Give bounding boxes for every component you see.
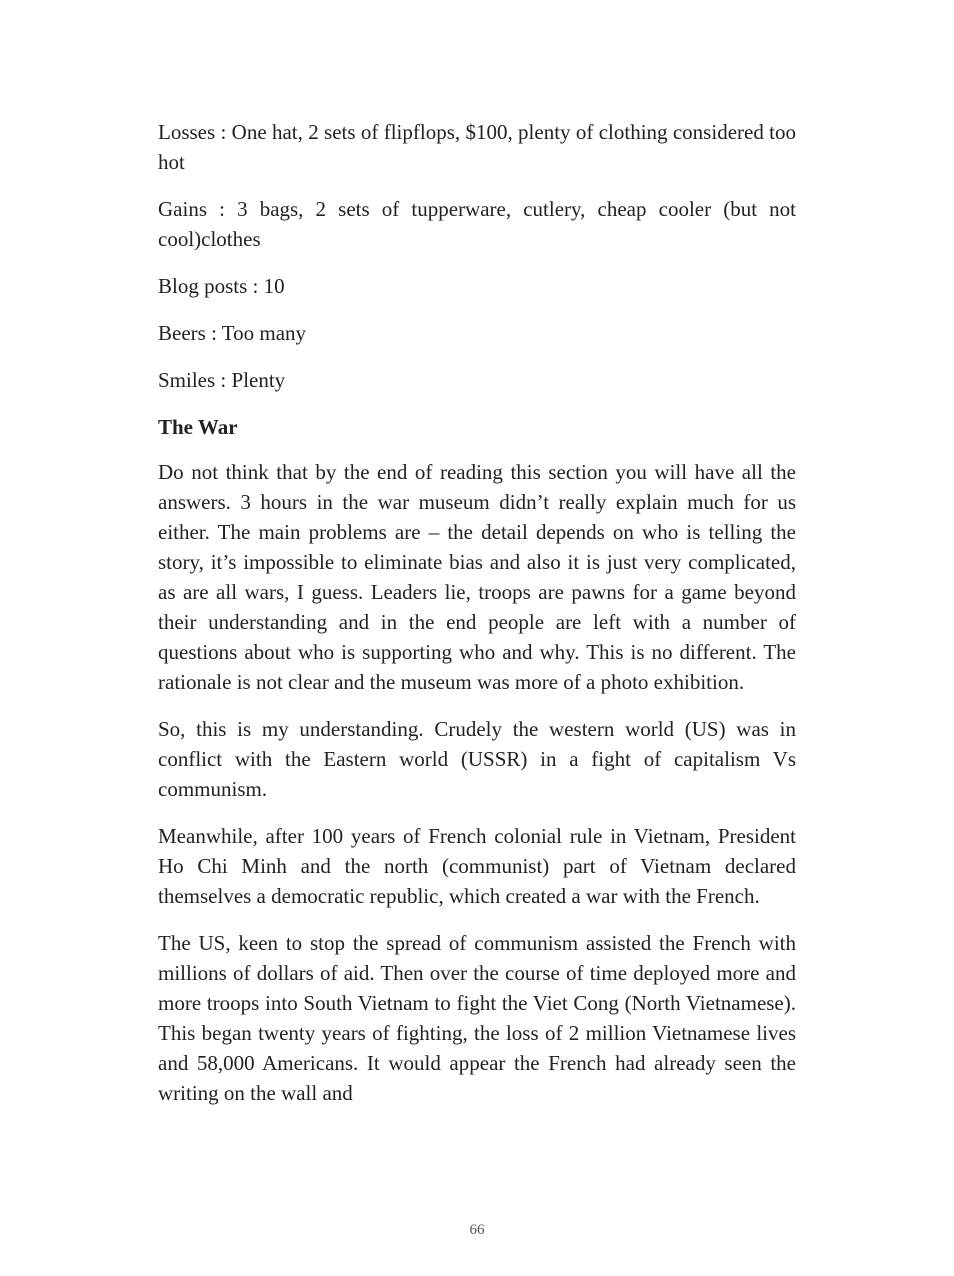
blog-posts-line: Blog posts : 10 — [158, 274, 285, 298]
paragraph: Do not think that by the end of reading this section you will have all the answers. 3 hours in the war museum didn’t really explain much for us either. The main problems are – the detail depends on who is telling the story, it’s impossible to eliminate bias and also it is just very complicated, as are all wars, I guess. Leaders lie, troops are pawns for a game beyond their understanding and in the end people are left with a number of questions about who is supporting who and why. This is no different. The rationale is not clear and the museum was more of a photo exhibition. — [158, 460, 796, 694]
losses-line: Losses : One hat, 2 sets of flipflops, $100, plenty of clothing considered too hot — [158, 120, 796, 174]
section-heading: The War — [158, 415, 238, 439]
paragraph: The US, keen to stop the spread of communism assisted the French with millions of dollars of aid. Then over the course of time deployed more and more troops into South Vietnam to fight the Viet Cong (North Vietnamese). This began twenty years of fighting, the loss of 2 million Vietnamese lives and 58,000 Americans. It would appear the French had already seen the writing on the wall and — [158, 931, 796, 1105]
smiles-line: Smiles : Plenty — [158, 368, 286, 392]
page-body — [158, 117, 796, 1125]
page-number: 66 — [469, 1222, 485, 1238]
paragraph: Meanwhile, after 100 years of French colonial rule in Vietnam, President Ho Chi Minh and the north (communist) part of Vietnam declared themselves a democratic republic, which created a war with the French. — [158, 824, 796, 908]
gains-line: Gains : 3 bags, 2 sets of tupperware, cutlery, cheap cooler (but not cool)clothes — [158, 197, 796, 251]
paragraph: So, this is my understanding. Crudely the western world (US) was in conflict with the Eastern world (USSR) in a fight of capitalism Vs communism. — [158, 717, 796, 801]
beers-line: Beers : Too many — [158, 321, 307, 345]
